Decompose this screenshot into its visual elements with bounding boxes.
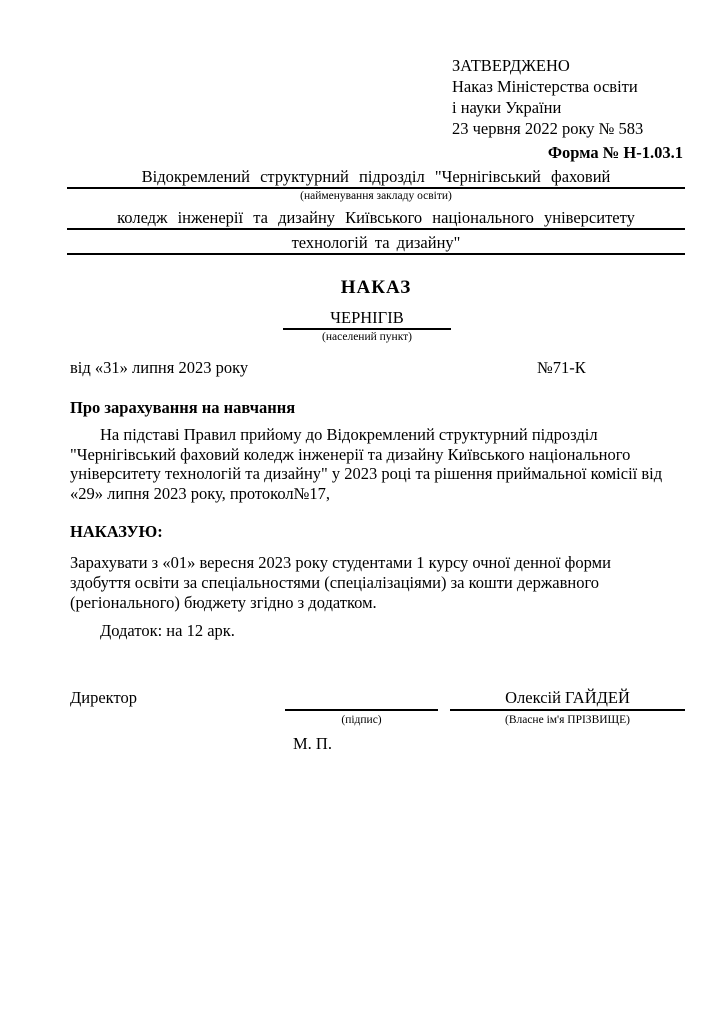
institution-name-line-3: технологій та дизайну" [67,230,685,255]
institution-name-line-1: Відокремлений структурний підрозділ "Чернігівський фаховий [67,167,685,189]
approval-line-1: ЗАТВЕРДЖЕНО [452,56,570,75]
approval-block [452,55,724,139]
order-subject: Про зарахування на навчання [70,398,296,417]
institution-name-caption: (найменування закладу освіти) [300,190,452,202]
basis-paragraph: На підставі Правил прийому до Відокремлений структурний підрозділ "Чернігівський фаховий коледж інженерії та дизайну Київського національного університету технологій та дизайну" у 2023 році та рішення приймальної комісії від «29» липня 2023 року, протокол№17, [70,425,663,503]
approval-line-2: Наказ Міністерства освіти [452,77,638,96]
order-date-row [70,358,685,378]
order-paragraph: Зарахувати з «01» вересня 2023 року студентами 1 курсу очної денної форми здобуття освіти за спеціальностями (спеціалізаціями) за кошти державного (регіонального) бюджету згідно з додатком. [70,553,611,612]
order-city-caption: (населений пункт) [322,331,412,343]
order-date: від «31» липня 2023 року [70,358,249,377]
seal-mark: М. П. [293,734,332,753]
order-city: ЧЕРНІГІВ [283,309,451,330]
form-number: Форма № Н-1.03.1 [547,143,683,162]
signature-block [0,688,724,768]
attachment-note: Додаток: на 12 арк. [100,621,235,640]
signature-caption-sign: (підпис) [341,714,382,726]
order-number: №71-К [537,358,586,377]
signature-line-name [450,709,685,711]
approval-line-3: і науки України [452,98,562,117]
institution-block [67,167,685,255]
order-title: НАКАЗ [340,277,412,298]
order-verb: НАКАЗУЮ: [70,522,163,541]
signature-position-title: Директор [70,688,137,707]
signature-caption-name: (Власне ім'я ПРІЗВИЩЕ) [504,714,630,726]
approval-line-4: 23 червня 2022 року № 583 [452,119,644,138]
signature-name: Олексій ГАЙДЕЙ [505,688,630,707]
institution-name-line-2: коледж інженерії та дизайну Київського національного університету [67,204,685,230]
signature-line-sign [285,709,438,711]
